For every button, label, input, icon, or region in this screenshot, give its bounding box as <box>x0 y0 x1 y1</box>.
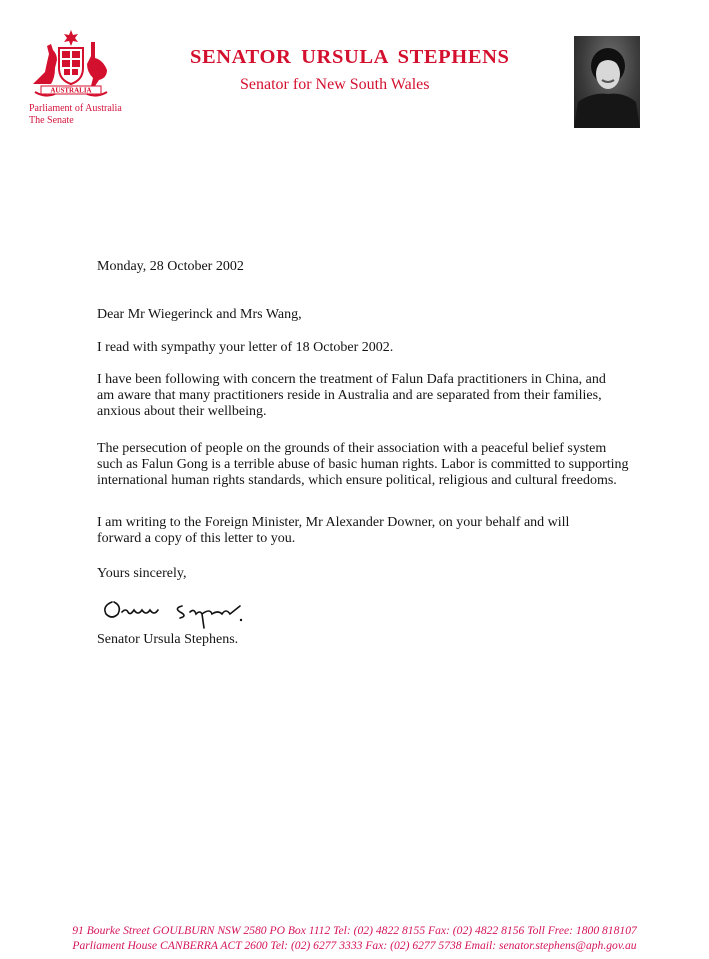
paragraph: I have been following with concern the treatment of Falun Dafa practitioners in China, and am aware that many practitioners reside in Australia and are separated from their families, anxious about their wellbeing. <box>97 372 606 419</box>
senator-name: SENATOR URSULA STEPHENS <box>190 46 510 68</box>
paragraph: I am writing to the Foreign Minister, Mr Alexander Downer, on your behalf and will forward a copy of this letter to you. <box>97 515 570 546</box>
portrait-photo-icon <box>574 36 640 128</box>
senator-role: Senator for New South Wales <box>240 76 430 93</box>
salutation: Dear Mr Wiegerinck and Mrs Wang, <box>97 307 302 322</box>
paragraph: I read with sympathy your letter of 18 October 2002. <box>97 340 394 355</box>
paragraph: The persecution of people on the grounds of their association with a peaceful belief system such as Falun Gong is a terrible abuse of basic human rights. Labor is committed to supporting international human rights standards, which ensure political, religious and cultural freedoms. <box>97 441 629 488</box>
letter-date: Monday, 28 October 2002 <box>97 259 244 274</box>
parliament-line: Parliament of Australia <box>29 103 122 114</box>
crest-label: AUSTRALIA <box>50 86 92 95</box>
signatory-name: Senator Ursula Stephens. <box>97 632 239 647</box>
signature <box>100 592 320 632</box>
parliament-label <box>29 103 122 127</box>
letterhead-footer <box>0 923 709 953</box>
coat-of-arms-icon <box>25 28 117 100</box>
closing: Yours sincerely, <box>97 566 187 581</box>
canberra-address: Parliament House CANBERRA ACT 2600 Tel: (02) 6277 3333 Fax: (02) 6277 5738 Email: senator.stephens@aph.gov.au <box>72 939 637 952</box>
goulburn-address: 91 Bourke Street GOULBURN NSW 2580 PO Box 1112 Tel: (02) 4822 8155 Fax: (02) 4822 8156 Toll Free: 1800 818107 <box>72 924 637 937</box>
senate-line: The Senate <box>29 115 74 126</box>
